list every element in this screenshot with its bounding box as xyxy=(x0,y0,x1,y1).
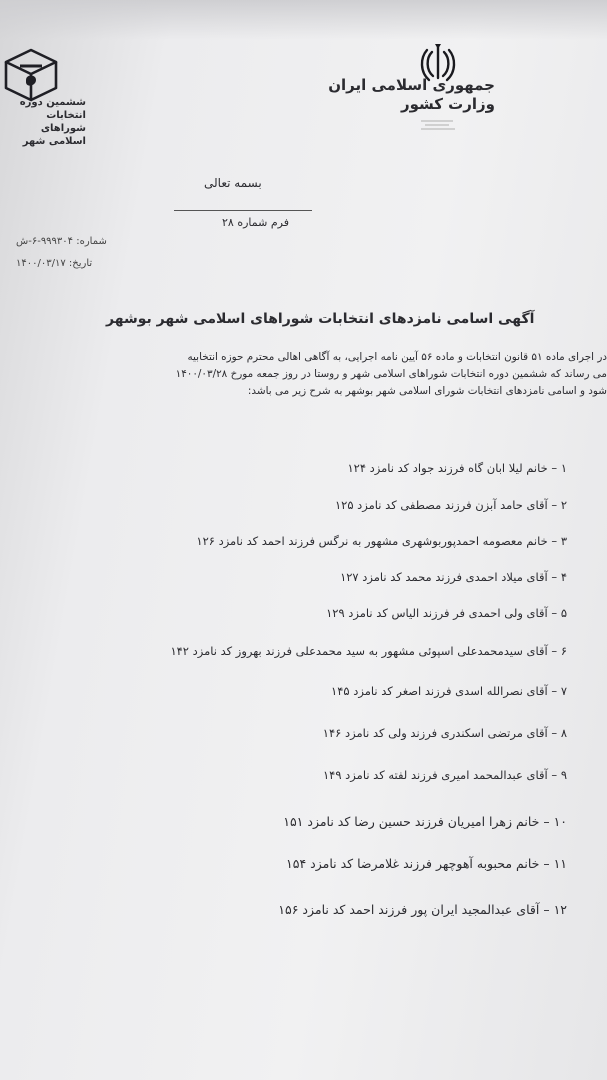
paragraph-line: در اجرای ماده ۵۱ قانون انتخابات و ماده ۵۶ آیین نامه اجرایی، به آگاهی اهالی محترم حوزه انتخابیه xyxy=(187,351,607,363)
council-label-line2: شوراهای اسلامی شهر xyxy=(22,123,86,147)
list-item: ۵ – آقای ولی احمدی فر فرزند الیاس کد نامزد ۱۲۹ xyxy=(326,606,567,620)
paragraph-line: می رساند که ششمین دوره انتخابات شوراهای اسلامی شهر و روستا در روز جمعه مورخ ۱۴۰۰/۰۳/۲۸ xyxy=(175,368,607,380)
list-item: ۱ – خانم لیلا ابان گاه فرزند جواد کد نامزد ۱۲۴ xyxy=(347,461,567,475)
page-title: آگهی اسامی نامزدهای انتخابات شوراهای اسلامی شهر بوشهر xyxy=(106,311,535,327)
form-number: فرم شماره ۲۸ xyxy=(222,216,289,229)
intro-paragraph xyxy=(7,349,607,400)
reference-date: تاریخ: ۱۴۰۰/۰۳/۱۷ xyxy=(16,258,93,269)
list-item: ۱۲ – آقای عبدالمجید ایران پور فرزند احمد کد نامزد ۱۵۶ xyxy=(278,902,567,917)
election-council-label xyxy=(2,96,86,148)
list-item: ۹ – آقای عبدالمحمد امیری فرزند لفته کد نامزد ۱۴۹ xyxy=(323,768,567,782)
ministry-title-line2: وزارت کشور xyxy=(400,95,495,113)
list-item: ۳ – خانم معصومه احمدپوربوشهری مشهور به نرگس فرزند احمد کد نامزد ۱۲۶ xyxy=(196,534,567,548)
list-item: ۱۱ – خانم محبوبه آهوچهر فرزند غلامرضا کد نامزد ۱۵۴ xyxy=(286,856,567,871)
list-item: ۱۰ – خانم زهرا امیریان فرزند حسین رضا کد نامزد ۱۵۱ xyxy=(283,814,567,829)
list-item: ۴ – آقای میلاد احمدی فرزند محمد کد نامزد ۱۲۷ xyxy=(340,570,567,584)
divider xyxy=(174,210,312,211)
page-shadow xyxy=(0,0,607,40)
list-item: ۲ – آقای حامد آبزن فرزند مصطفی کد نامزد ۱۲۵ xyxy=(334,498,567,512)
list-item: ۸ – آقای مرتضی اسکندری فرزند ولی کد نامزد ۱۴۶ xyxy=(322,726,567,740)
ministry-title xyxy=(328,76,495,114)
list-item: ۶ – آقای سیدمحمدعلی اسپوئی مشهور به سید محمدعلی فرزند بهروز کد نامزد ۱۴۲ xyxy=(170,644,567,658)
paragraph-line: شود و اسامی نامزدهای انتخابات شورای اسلامی شهر بوشهر به شرح زیر می باشد: xyxy=(247,385,607,397)
reference-number: شماره: ۹۹۹۳۰۴-۶-ش xyxy=(16,236,107,247)
list-item: ۷ – آقای نصرالله اسدی فرزند اصغر کد نامزد ۱۴۵ xyxy=(331,684,567,698)
council-label-line1: ششمین دوره انتخابات xyxy=(19,97,86,121)
bismillah: بسمه تعالی xyxy=(204,176,262,190)
ministry-title-line1: جمهوری اسلامی ایران xyxy=(328,76,495,94)
ministry-subtitle-scribble xyxy=(419,117,459,138)
